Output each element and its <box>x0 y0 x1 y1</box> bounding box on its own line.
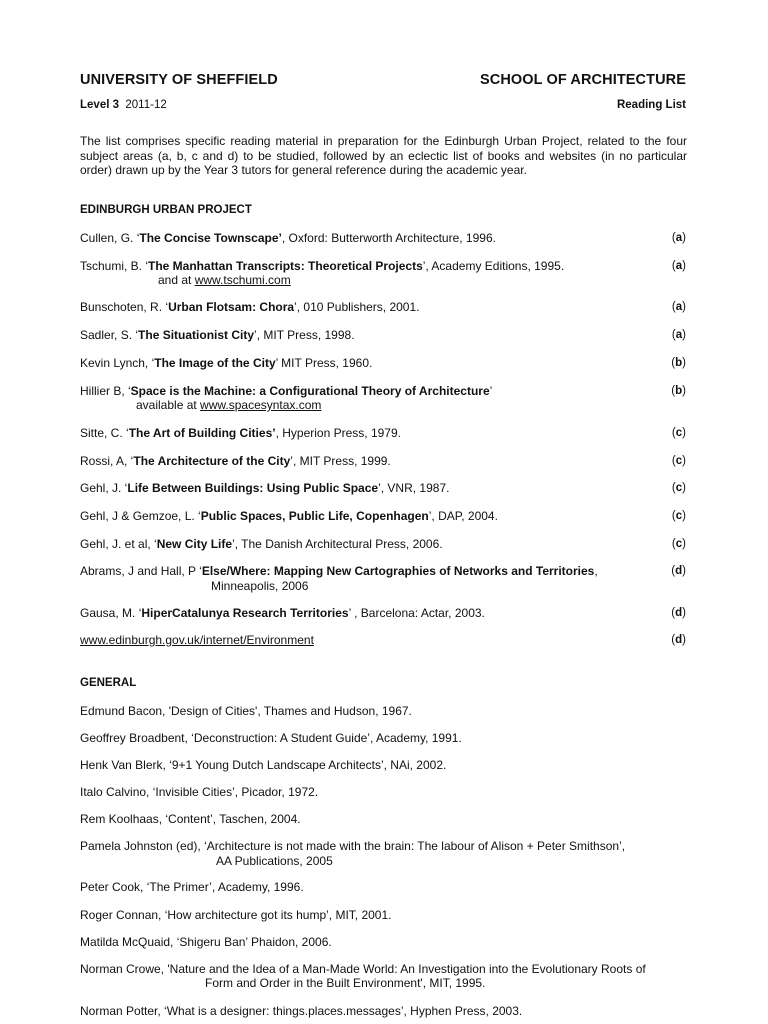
subject-tag: (b) <box>671 357 686 369</box>
subject-tag: (d) <box>671 607 686 619</box>
subject-tag: (a) <box>671 301 686 313</box>
list-item: Italo Calvino, ‘Invisible Cities’, Picador, 1972. <box>80 785 319 799</box>
doc-type-label: Reading List <box>616 99 686 111</box>
level-line <box>80 98 167 113</box>
reading-item: Tschumi, B. ‘The Manhattan Transcripts: Theoretical Projects’, Academy Editions, 1995. <box>80 259 565 273</box>
subject-tag: (c) <box>671 538 686 550</box>
list-item: Matilda McQuaid, ‘Shigeru Ban’ Phaidon, 2006. <box>80 935 332 949</box>
list-item-continuation: AA Publications, 2005 <box>216 854 333 868</box>
intro-paragraph: The list comprises specific reading material in preparation for the Edinburgh Urban Project, related to the four subject areas (a, b, c and d) to be studied, followed by an eclectic list of books and websites (in no particular order) drawn up by the Year 3 tutors for general reference during the academic year. <box>80 134 687 177</box>
reading-item-continuation: and at www.tschumi.com <box>158 273 291 287</box>
reading-item: Gehl, J. ‘Life Between Buildings: Using Public Space’, VNR, 1987. <box>80 481 450 495</box>
subject-tag: (a) <box>671 232 686 244</box>
subject-tag: (a) <box>671 329 686 341</box>
reading-item: Gehl, J. et al, ‘New City Life’, The Danish Architectural Press, 2006. <box>80 537 443 551</box>
list-item: Peter Cook, ‘The Primer’, Academy, 1996. <box>80 880 304 894</box>
section-heading-general: GENERAL <box>80 677 137 689</box>
subject-tag: (a) <box>671 260 686 272</box>
list-item: Roger Connan, ‘How architecture got its hump’, MIT, 2001. <box>80 908 392 922</box>
subject-tag: (c) <box>671 455 686 467</box>
university-title: UNIVERSITY OF SHEFFIELD <box>80 72 278 88</box>
list-item-continuation: Form and Order in the Built Environment', MIT, 1995. <box>205 976 486 990</box>
list-item: Rem Koolhaas, ‘Content’, Taschen, 2004. <box>80 812 301 826</box>
list-item: Norman Potter, ‘What is a designer: things.places.messages’, Hyphen Press, 2003. <box>80 1004 523 1018</box>
subject-tag: (d) <box>671 565 686 577</box>
subject-tag: (b) <box>671 385 686 397</box>
list-item: Geoffrey Broadbent, ‘Deconstruction: A Student Guide’, Academy, 1991. <box>80 731 462 745</box>
reading-item: Sitte, C. ‘The Art of Building Cities’, Hyperion Press, 1979. <box>80 426 401 440</box>
reading-item: Bunschoten, R. ‘Urban Flotsam: Chora’, 010 Publishers, 2001. <box>80 300 420 314</box>
section-heading-edinburgh: EDINBURGH URBAN PROJECT <box>80 204 252 216</box>
list-item: Edmund Bacon, 'Design of Cities', Thames and Hudson, 1967. <box>80 704 412 718</box>
tschumi-link[interactable]: www.tschumi.com <box>194 273 291 287</box>
subject-tag: (d) <box>671 634 686 646</box>
edinburgh-council-link[interactable]: www.edinburgh.gov.uk/internet/Environment <box>80 633 314 647</box>
reading-item: Abrams, J and Hall, P ‘Else/Where: Mapping New Cartographies of Networks and Territories, <box>80 564 598 578</box>
school-title: SCHOOL OF ARCHITECTURE <box>479 72 686 88</box>
list-item: Pamela Johnston (ed), ‘Architecture is not made with the brain: The labour of Alison + Peter Smithson’, <box>80 839 626 853</box>
subject-tag: (c) <box>671 510 686 522</box>
level-label: Level 3 <box>80 99 119 111</box>
academic-year: 2011-12 <box>125 99 167 111</box>
list-item: Henk Van Blerk, ‘9+1 Young Dutch Landscape Architects’, NAi, 2002. <box>80 758 447 772</box>
subject-tag: (c) <box>671 427 686 439</box>
reading-item: Sadler, S. ‘The Situationist City’, MIT Press, 1998. <box>80 328 355 342</box>
list-item: Norman Crowe, 'Nature and the Idea of a Man-Made World: An Investigation into the Evolutionary Roots of <box>80 962 646 976</box>
reading-item: Hillier B, ‘Space is the Machine: a Configurational Theory of Architecture’ <box>80 384 493 398</box>
reading-item: Cullen, G. ‘The Concise Townscape’, Oxford: Butterworth Architecture, 1996. <box>80 231 496 245</box>
reading-item: Gausa, M. ‘HiperCatalunya Research Territories’ , Barcelona: Actar, 2003. <box>80 606 485 620</box>
reading-item: Rossi, A, ‘The Architecture of the City’, MIT Press, 1999. <box>80 454 391 468</box>
reading-item <box>80 633 314 648</box>
reading-item: Gehl, J & Gemzoe, L. ‘Public Spaces, Public Life, Copenhagen’, DAP, 2004. <box>80 509 498 523</box>
subject-tag: (c) <box>671 482 686 494</box>
spacesyntax-link[interactable]: www.spacesyntax.com <box>200 398 322 412</box>
reading-item-continuation: Minneapolis, 2006 <box>211 579 309 593</box>
reading-item-continuation: available at www.spacesyntax.com <box>136 398 322 412</box>
reading-item: Kevin Lynch, ‘The Image of the City’ MIT Press, 1960. <box>80 356 373 370</box>
